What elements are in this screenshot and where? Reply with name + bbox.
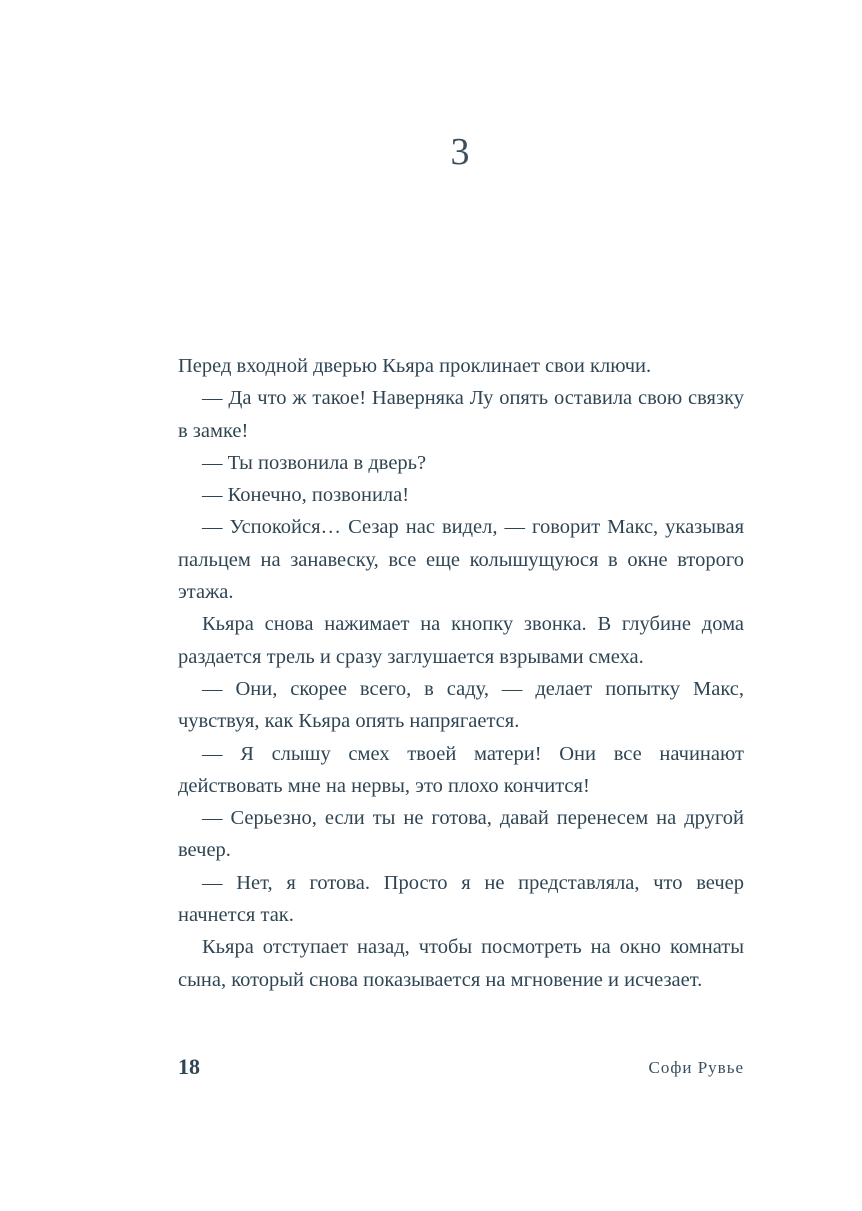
body-text bbox=[178, 350, 744, 996]
paragraph: — Конечно, позвонила! bbox=[202, 484, 410, 507]
paragraph: Кьяра отступает назад, чтобы посмотреть на окно комнаты сына, который снова показывается на мгновение и исчезает. bbox=[178, 936, 744, 991]
paragraph: — Да что ж такое! Наверняка Лу опять оставила свою связку в замке! bbox=[178, 387, 744, 442]
paragraph: — Серьезно, если ты не готова, давай перенесем на другой вечер. bbox=[178, 807, 744, 862]
paragraph: — Успокойся… Сезар нас видел, — говорит Макс, указывая пальцем на занавеску, все еще колышущуюся в окне второго этажа. bbox=[178, 516, 744, 604]
paragraph: — Ты позвонила в дверь? bbox=[202, 451, 427, 474]
running-head-author: Софи Рувье bbox=[648, 1058, 744, 1077]
chapter-number: 3 bbox=[450, 131, 470, 173]
paragraph: Перед входной дверью Кьяра проклинает свои ключи. bbox=[178, 355, 652, 377]
page-number: 18 bbox=[178, 1054, 200, 1079]
paragraph: Кьяра снова нажимает на кнопку звонка. В глубине дома раздается трель и сразу заглушается взрывами смеха. bbox=[178, 613, 744, 668]
paragraph: — Они, скорее всего, в саду, — делает попытку Макс, чувствуя, как Кьяра опять напрягается. bbox=[178, 677, 744, 733]
paragraph: — Нет, я готова. Просто я не представляла, что вечер начнется так. bbox=[178, 871, 744, 927]
page-footer bbox=[178, 1052, 744, 1082]
paragraph: — Я слышу смех твоей матери! Они все начинают действовать мне на нервы, это плохо кончится! bbox=[178, 742, 744, 797]
